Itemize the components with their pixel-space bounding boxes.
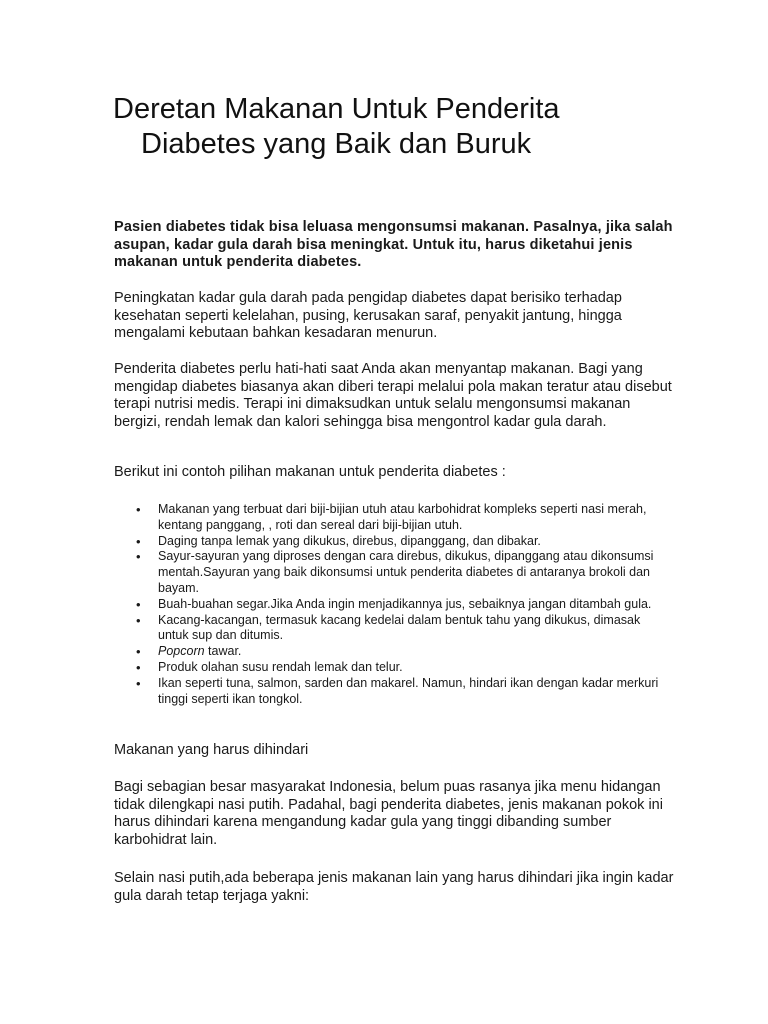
paragraph-other-foods: Selain nasi putih,ada beberapa jenis makanan lain yang harus dihindari jika ingin kadar gula darah tetap terjaga yakni: (114, 870, 674, 904)
list-item: • Makanan yang terbuat dari biji-bijian utuh atau karbohidrat kompleks seperti nasi merah, kentang panggang, , roti dan sereal dari biji-bijian utuh. (114, 502, 674, 534)
paragraph-list-intro: Berikut ini contoh pilihan makanan untuk penderita diabetes : (114, 464, 506, 480)
avoid-heading: Makanan yang harus dihindari (114, 742, 309, 758)
paragraph-risks: Peningkatan kadar gula darah pada pengidap diabetes dapat berisiko terhadap kesehatan seperti kelelahan, pusing, kerusakan saraf, penyakit jantung, hingga mengalami kebutaan bahkan kesadaran menurun. (114, 290, 622, 341)
popcorn-rest: tawar. (204, 644, 242, 659)
list-item: • Daging tanpa lemak yang dikukus, direbus, dipanggang, dan dibakar. (114, 534, 674, 550)
list-item (114, 644, 674, 660)
food-list (114, 502, 674, 707)
title-line-2: Diabetes yang Baik dan Buruk (141, 128, 532, 160)
list-item: • Produk olahan susu rendah lemak dan telur. (114, 660, 674, 676)
paragraph-therapy: Penderita diabetes perlu hati-hati saat Anda akan menyantap makanan. Bagi yang mengidap diabetes biasanya akan diberi terapi melalui pola makan teratur atau disebut terapi nutrisi medis. Terapi ini dimaksudkan untuk selalu mengonsumsi makanan bergizi, rendah lemak dan kalori sehingga bisa mengontrol kadar gula darah. (114, 361, 672, 430)
article-title (113, 92, 673, 162)
popcorn-italic: Popcorn (158, 644, 205, 659)
list-item: • Kacang-kacangan, termasuk kacang kedelai dalam bentuk tahu yang dikukus, dimasak untuk sup dan ditumis. (114, 613, 674, 645)
list-item: • Buah-buahan segar.Jika Anda ingin menjadikannya jus, sebaiknya jangan ditambah gula. (114, 597, 674, 613)
paragraph-white-rice: Bagi sebagian besar masyarakat Indonesia, belum puas rasanya jika menu hidangan tidak dilengkapi nasi putih. Padahal, bagi penderita diabetes, jenis makanan pokok ini harus dihindari karena mengandung kadar gula yang tinggi dibanding sumber karbohidrat lain. (114, 779, 663, 848)
lead-paragraph: Pasien diabetes tidak bisa leluasa mengonsumsi makanan. Pasalnya, jika salah asupan, kadar gula darah bisa meningkat. Untuk itu, harus diketahui jenis makanan untuk penderita diabetes. (114, 219, 673, 270)
title-line-1: Deretan Makanan Untuk Penderita (113, 93, 560, 125)
list-item: • Ikan seperti tuna, salmon, sarden dan makarel. Namun, hindari ikan dengan kadar merkuri tinggi seperti ikan tongkol. (114, 676, 674, 708)
list-item: • Sayur-sayuran yang diproses dengan cara direbus, dikukus, dipanggang atau dikonsumsi mentah.Sayuran yang baik dikonsumsi untuk penderita diabetes di antaranya brokoli dan bayam. (114, 549, 674, 596)
